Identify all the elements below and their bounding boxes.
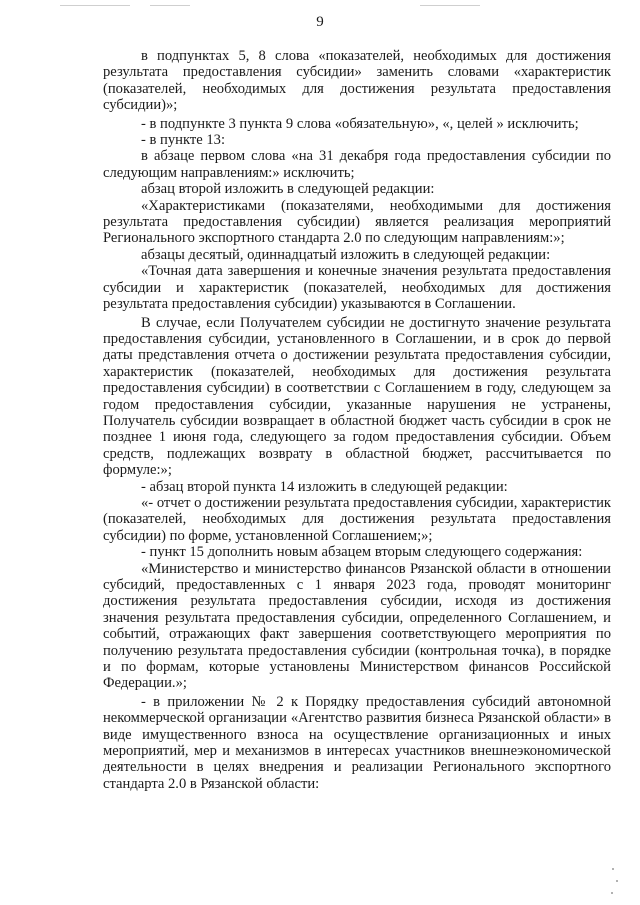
- paragraph: - в приложении № 2 к Порядку предоставления субсидий автономной некоммерческой организации «Агентство развития бизнеса Рязанской области» в виде имущественного взноса на осуществление организационных и иных мероприятий, мер и механизмов в интересах участников внешнеэкономической деятельности в целях внедрения и реализации Регионального экспортного стандарта 2.0 в Рязанской области:: [103, 693, 611, 792]
- paragraph: - в подпункте 3 пункта 9 слова «обязательную», «, целей » исключить;: [141, 115, 579, 132]
- scan-artifact-dot: [612, 868, 614, 870]
- paragraph: «Министерство и министерство финансов Рязанской области в отношении субсидий, предоставленных с 1 января 2023 года, проводят мониторинг достижения результата предоставления субсидии, исходя из достижения значения результата предоставления субсидии, определенного Соглашением, и событий, отражающих факт завершения соответствующего мероприятия по получению результата предоставления субсидии (контрольная точка), в порядке и по формам, которые установлены Министерством финансов Российской Федерации.»;: [103, 560, 611, 692]
- scan-artifact-line: [420, 5, 480, 6]
- paragraph: - пункт 15 дополнить новым абзацем вторым следующего содержания:: [141, 544, 583, 561]
- page-number: 9: [316, 14, 324, 30]
- paragraph: «Точная дата завершения и конечные значения результата предоставления субсидии и характеристик (показателей, необходимых для достижения результата предоставления субсидии) указываются в Соглашении.: [103, 263, 611, 313]
- scan-artifact-dot: [616, 880, 618, 882]
- scan-artifact-dot: [611, 892, 613, 894]
- paragraph: - абзац второй пункта 14 изложить в следующей редакции:: [141, 478, 508, 495]
- paragraph: «- отчет о достижении результата предоставления субсидии, характеристик (показателей, необходимых для достижения результата предоставления субсидии) по форме, установленной Соглашением;»;: [103, 494, 611, 544]
- scan-artifact-line: [150, 5, 190, 6]
- document-body: [103, 48, 611, 792]
- paragraph: в абзаце первом слова «на 31 декабря года предоставления субсидии по следующим направлениям:» исключить;: [103, 148, 611, 181]
- paragraph: абзацы десятый, одиннадцатый изложить в следующей редакции:: [141, 246, 551, 263]
- paragraph: - в пункте 13:: [141, 132, 226, 149]
- paragraph: В случае, если Получателем субсидии не достигнуто значение результата предоставления субсидии, установленного в Соглашении, и в срок до первой даты представления отчета о достижении результата предоставления субсидии, характеристик (показателей, необходимых для достижения результата предоставления субсидии) в соответствии с Соглашением в году, следующем за годом предоставления субсидии, указанные нарушения не устранены, Получатель субсидии возвращает в областной бюджет часть субсидии в срок не позднее 1 июня года, следующего за годом предоставления субсидии. Объем средств, подлежащих возврату в областной бюджет, рассчитывается по формуле:»;: [103, 314, 611, 479]
- scan-artifact-line: [60, 5, 130, 6]
- paragraph: «Характеристиками (показателями, необходимыми для достижения результата предоставления субсидии) является реализация мероприятий Регионального экспортного стандарта 2.0 по следующим направлениям:»;: [103, 197, 611, 247]
- paragraph: в подпунктах 5, 8 слова «показателей, необходимых для достижения результата предоставления субсидии» заменить словами «характеристик (показателей, необходимых для достижения результата предоставления субсидии)»;: [103, 48, 611, 114]
- paragraph: абзац второй изложить в следующей редакции:: [141, 181, 435, 198]
